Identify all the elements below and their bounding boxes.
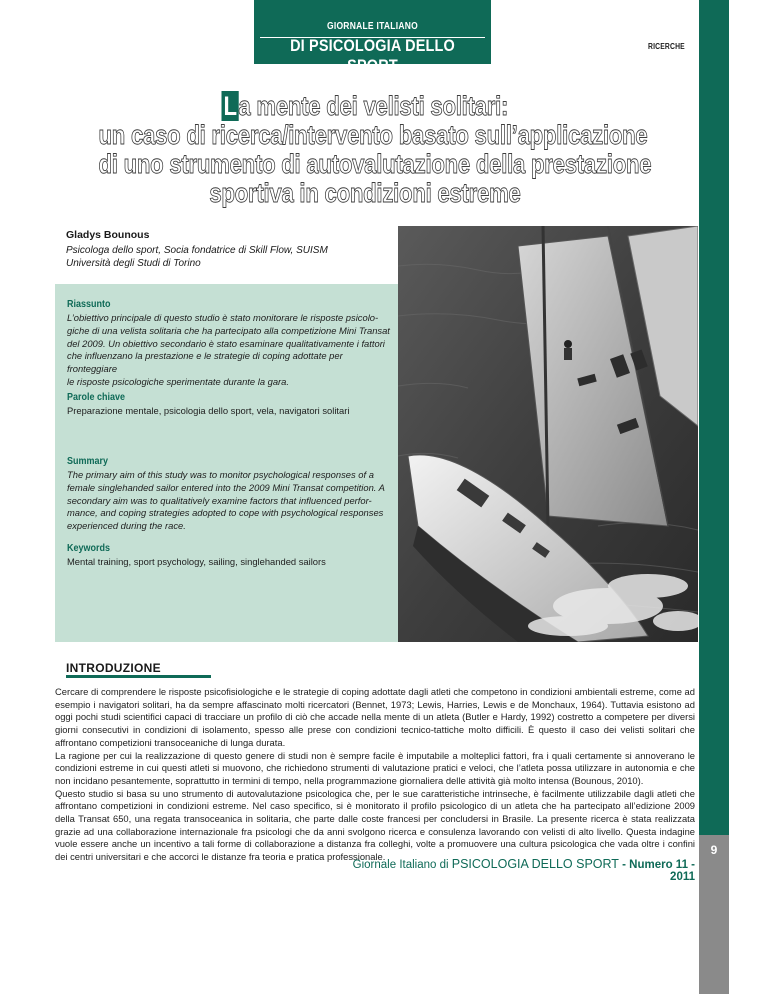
side-gray-bar — [699, 835, 729, 994]
author-name: Gladys Bounous — [66, 229, 150, 241]
intro-heading: INTRODUZIONE — [66, 661, 161, 675]
riassunto-line: le risposte psicologiche sperimentate durante la gara. — [67, 375, 290, 387]
page-footer — [330, 857, 695, 883]
title-line-3: di uno strumento di autovalutazione della prestazione — [98, 149, 652, 179]
title-line-1 — [99, 92, 632, 121]
title-line-1-text: a mente dei velisti solitari: — [238, 91, 509, 121]
masthead-bottom-text: DI PSICOLOGIA DELLO SPORT — [290, 36, 455, 75]
sailboat-photo — [398, 226, 698, 642]
parole-chiave-text: Preparazione mentale, psicologia dello sport, vela, navigatori solitari — [67, 405, 350, 416]
title-line-4: sportiva in condizioni estreme — [209, 178, 521, 208]
journal-masthead — [254, 0, 491, 75]
summary-line: experienced during the race. — [67, 520, 186, 532]
abstract-box — [55, 284, 398, 642]
sailboat-illustration — [398, 226, 698, 642]
author-block — [66, 229, 366, 270]
summary-line: secondary aim was to qualitatively examine factors that influenced perfor- — [67, 494, 372, 506]
intro-heading-rule — [66, 675, 211, 678]
intro-paragraph: La ragione per cui la realizzazione di questo genere di studi non è sempre facile è imputabile a molteplici fattori, fra i quali certamente si annoverano le condizioni estreme in cui questi atleti si muovono, che richiedono strumenti di valutazione pratici e veloci, che l’atleta possa utilizzare in autonomia e che non incidano pesantemente, soprattutto in termini di tempo, nella programmazione giornaliera delle attività già molto intensa (Bounous, 2010). — [55, 749, 695, 786]
footer-journal: PSICOLOGIA DELLO SPORT — [451, 857, 619, 871]
summary-line: female singlehanded sailor entered into the 2009 Mini Transat competition. A — [67, 481, 385, 493]
riassunto-line: che influenzano la prestazione e le strategie di coping adottate per fronteggiare — [67, 350, 343, 375]
keywords-text: Mental training, sport psychology, sailing, singlehanded sailors — [67, 556, 326, 567]
parole-chiave-section — [67, 387, 392, 418]
intro-paragraph: Cercare di comprendere le risposte psicofisiologiche e le strategie di coping adottate dagli atleti che competono in condizioni ambientali estreme, come ad esempio i navigatori solitari, ha da sempre affascinato molti ricercatori (Bennet, 1973; Lewis, Harries, Lewis e de Monchaux, 1964). Tuttavia esistono ad oggi pochi studi scientifici capaci di tracciare un profilo di ciò che accade nella mente di un atleta (Butler e Hardy, 1992) costretto a competere per diversi giorni consecutivi in condizioni di isolamento, spesso alle prese con condizioni tecnico-tattiche molto difficili. È questo il caso dei velisti solitari che affrontano competizioni transoceaniche di lunga durata. — [55, 686, 695, 748]
parole-chiave-heading: Parole chiave — [67, 392, 126, 403]
intro-body — [55, 686, 695, 864]
page-number: 9 — [710, 843, 718, 857]
footer-prefix: Giornale Italiano di — [352, 859, 452, 871]
riassunto-line: del 2009. Un obiettivo secondario è stato esaminare qualitativamente i fattori — [67, 337, 385, 349]
summary-heading: Summary — [67, 456, 109, 467]
summary-line: The primary aim of this study was to monitor psychological responses of a — [67, 469, 374, 480]
title-dropcap: L — [223, 91, 237, 121]
riassunto-heading: Riassunto — [67, 299, 111, 310]
intro-paragraph: Questo studio si basa su uno strumento di autovalutazione psicologica che, per le sue caratteristiche intrinseche, è facilmente utilizzabile dagli atleti che affrontano competizioni in condizioni estreme. Nel caso specifico, si è monitorato il profilo psicologico di un atleta che ha partecipato all’edizione 2009 della Transat 650, una regata transoceanica in solitaria, che parte dalle coste francesi per concludersi in Brasile. La presente ricerca è stata realizzata grazie ad una collaborazione internazionale fra psicologi che da anni svolgono ricerca e consulenza lavorando con velisti di alto livello. Questa indagine vuole essere anche un incentivo a tali forme di collaborazione a distanza fra colleghi, volte a promuovere una cultura psicologica che vada oltre i confini dei centri universitari e che accorci le distanze fra teoria e pratica professionale. — [55, 787, 695, 863]
keywords-heading: Keywords — [67, 543, 111, 554]
summary-section — [67, 451, 392, 533]
author-affiliation-1: Psicologa dello sport, Socia fondatrice di Skill Flow, SUISM — [66, 245, 328, 256]
title-line-2: un caso di ricerca/intervento basato sull’applicazione — [98, 120, 648, 150]
masthead-top-text: GIORNALE ITALIANO — [326, 21, 419, 32]
riassunto-line: giche di una velista solitaria che ha partecipato alla competizione Mini Transat — [67, 324, 390, 336]
article-title — [40, 92, 690, 208]
summary-line: mance, and coping strategies adopted to cope with psychological responses — [67, 507, 384, 519]
riassunto-line: L’obiettivo principale di questo studio è stato monitorare le risposte psicolo- — [67, 312, 379, 323]
keywords-section — [67, 538, 392, 569]
footer-issue: - Numero 11 - 2011 — [618, 859, 695, 883]
author-affiliation-2: Università degli Studi di Torino — [66, 258, 201, 269]
section-tag: RICERCHE — [648, 42, 685, 51]
riassunto-section — [67, 294, 392, 389]
